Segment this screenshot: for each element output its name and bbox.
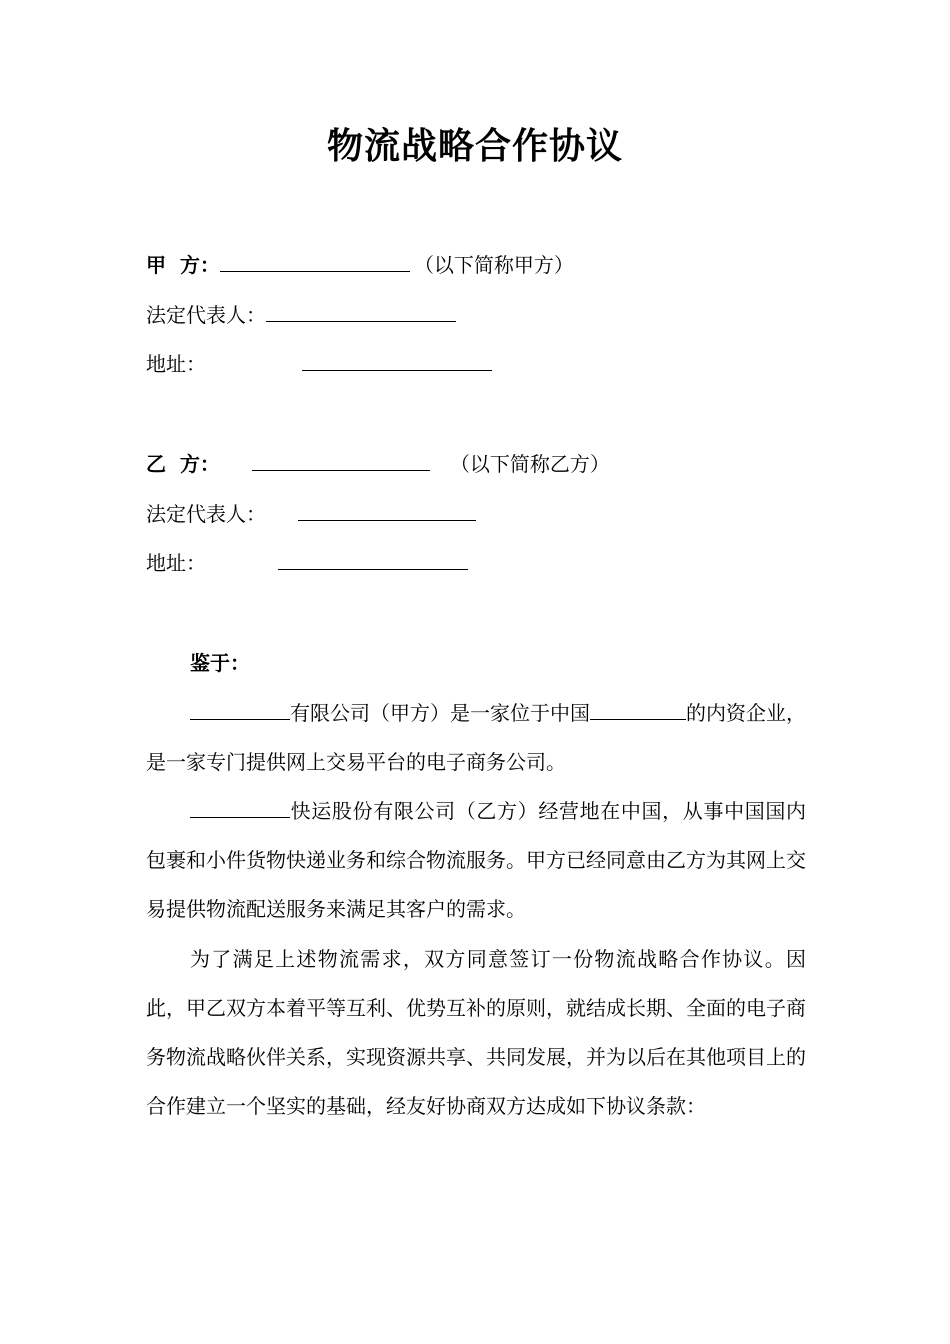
party-a-rep-blank[interactable] (266, 301, 456, 322)
party-b-line (146, 449, 610, 479)
document-title: 物流战略合作协议 (326, 125, 623, 167)
party-b-name-blank[interactable] (252, 450, 430, 471)
recital-paragraph-2 (146, 787, 806, 934)
recital-2-text: 快运股份有限公司（乙方）经营地在中国，从事中国国内包裹和小件货物快递业务和综合物流服务。甲方已经同意由乙方为其网上交易提供物流配送服务来满足其客户的需求。 (146, 799, 806, 921)
party-a-addr-line (146, 349, 492, 379)
party-a-rep-line (146, 300, 456, 330)
party-b-rep-label: 法定代表人： (146, 502, 266, 526)
party-b-addr-line (146, 548, 468, 578)
recital-1-text-a: 有限公司（甲方）是一家位于中国 (290, 701, 590, 725)
party-a-company-blank[interactable] (190, 701, 290, 720)
party-b-addr-label: 地址： (146, 551, 206, 575)
party-b-addr-blank[interactable] (278, 549, 468, 570)
party-a-line (146, 250, 574, 280)
party-b-rep-blank[interactable] (298, 500, 476, 521)
party-a-addr-blank[interactable] (302, 350, 492, 371)
party-b-note: （以下简称乙方） (449, 452, 610, 476)
recitals-heading: 鉴于： (190, 651, 250, 675)
party-a-rep-label: 法定代表人： (146, 303, 266, 327)
party-b-label: 乙 方： (146, 452, 220, 476)
party-b-company-blank[interactable] (190, 799, 290, 818)
party-a-name-blank[interactable] (220, 251, 410, 272)
party-a-note: （以下简称甲方） (413, 253, 574, 277)
recital-paragraph-1 (146, 689, 806, 787)
recital-paragraph-3: 为了满足上述物流需求，双方同意签订一份物流战略合作协议。因此，甲乙双方本着平等互利、优势互补的原则，就结成长期、全面的电子商务物流战略伙伴关系，实现资源共享、共同发展，并为以后在其他项目上的合作建立一个坚实的基础，经友好协商双方达成如下协议条款： (146, 947, 806, 1118)
party-b-rep-line (146, 499, 476, 529)
party-a-label: 甲 方： (146, 253, 220, 277)
party-a-addr-label: 地址： (146, 352, 206, 376)
recital-1-text-b: 的内资企业，是一家专门提供网上交易平台的电子商务公司。 (146, 701, 806, 774)
party-a-location-blank[interactable] (590, 701, 686, 720)
